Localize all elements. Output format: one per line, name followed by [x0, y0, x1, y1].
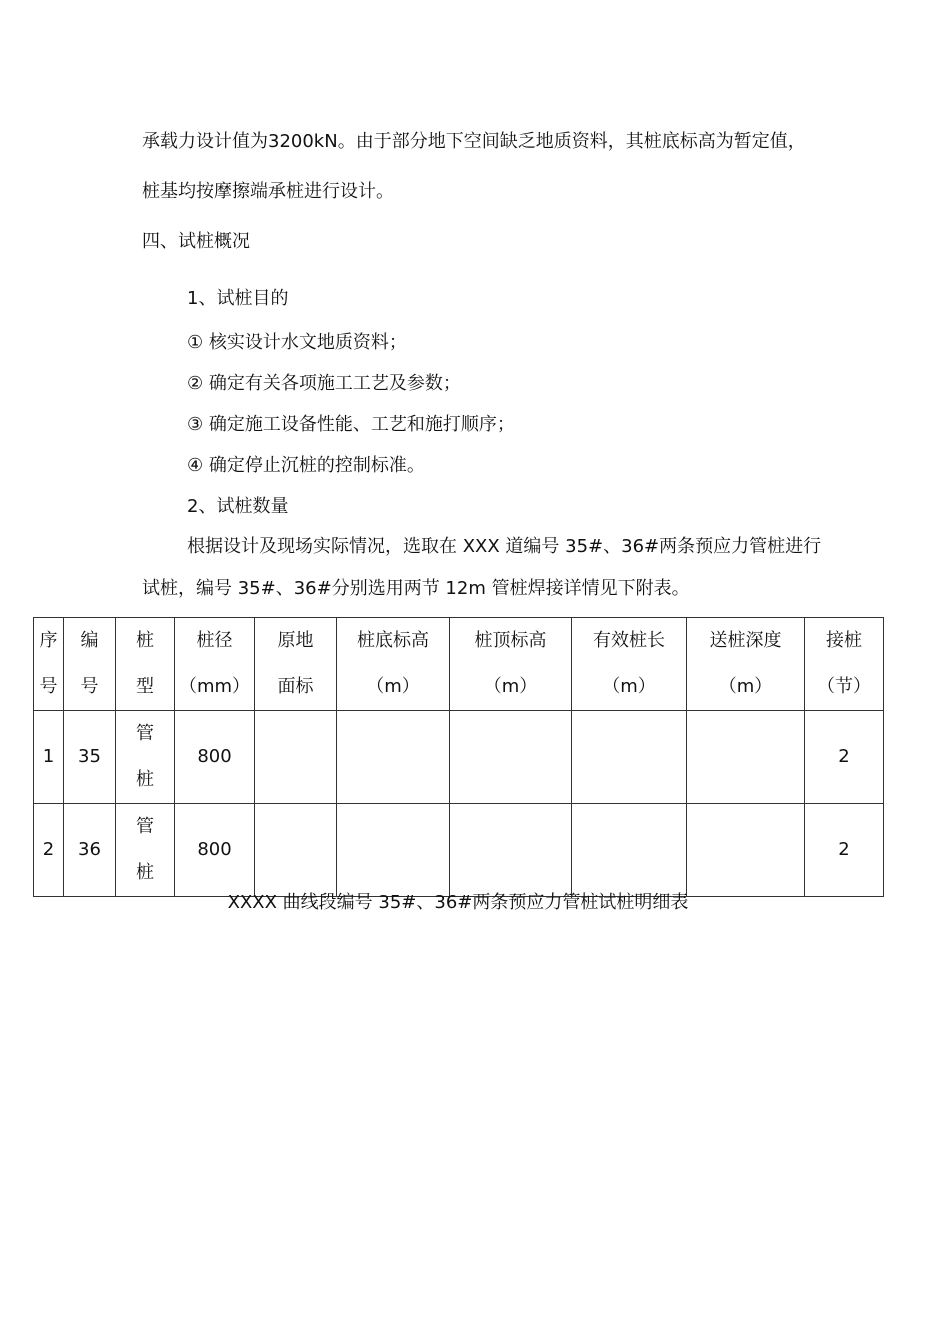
- cell-seq: 1: [34, 711, 64, 804]
- cell-bottom-elevation: [337, 804, 450, 897]
- header-cell: 桩径 （mm）: [175, 618, 255, 711]
- section-heading: 四、试桩概况: [142, 231, 250, 252]
- pile-detail-table: [33, 617, 884, 897]
- cell-joints: 2: [805, 711, 884, 804]
- cell-seq: 2: [34, 804, 64, 897]
- paragraph-line: 桩基均按摩擦端承桩进行设计。: [142, 181, 394, 202]
- cell-type: 管 桩: [116, 711, 175, 804]
- cell-number: 35: [64, 711, 116, 804]
- paragraph-line: 根据设计及现场实际情况，选取在 XXX 道编号 35#、36#两条预应力管桩进行: [187, 536, 822, 557]
- cell-ground-elevation: [255, 711, 337, 804]
- list-item: ④ 确定停止沉桩的控制标准。: [187, 455, 425, 476]
- table-header-row: [34, 618, 884, 711]
- table-row: [34, 711, 884, 804]
- header-cell: 接桩 （节）: [805, 618, 884, 711]
- subsection-heading: 2、试桩数量: [187, 496, 289, 517]
- header-cell: 有效桩长 （m）: [572, 618, 687, 711]
- header-cell: 编 号: [64, 618, 116, 711]
- cell-effective-length: [572, 711, 687, 804]
- cell-diameter: 800: [175, 804, 255, 897]
- header-cell: 序 号: [34, 618, 64, 711]
- paragraph-line: 试桩，编号 35#、36#分别选用两节 12m 管桩焊接详情见下附表。: [142, 578, 690, 599]
- header-cell: 桩底标高 （m）: [337, 618, 450, 711]
- cell-driving-depth: [687, 711, 805, 804]
- cell-diameter: 800: [175, 711, 255, 804]
- cell-top-elevation: [450, 711, 572, 804]
- cell-top-elevation: [450, 804, 572, 897]
- header-cell: 桩 型: [116, 618, 175, 711]
- table-caption: XXXX 曲线段编号 35#、36#两条预应力管桩试桩明细表: [227, 892, 689, 913]
- cell-bottom-elevation: [337, 711, 450, 804]
- table-row: [34, 804, 884, 897]
- cell-type: 管 桩: [116, 804, 175, 897]
- list-item: ③ 确定施工设备性能、工艺和施打顺序；: [187, 414, 515, 435]
- header-cell: 送桩深度 （m）: [687, 618, 805, 711]
- cell-effective-length: [572, 804, 687, 897]
- cell-number: 36: [64, 804, 116, 897]
- cell-joints: 2: [805, 804, 884, 897]
- paragraph-line: 承载力设计值为3200kN。由于部分地下空间缺乏地质资料，其桩底标高为暂定值，: [142, 131, 806, 152]
- list-item: ② 确定有关各项施工工艺及参数；: [187, 373, 461, 394]
- list-item: ① 核实设计水文地质资料；: [187, 332, 407, 353]
- cell-ground-elevation: [255, 804, 337, 897]
- header-cell: 原地 面标: [255, 618, 337, 711]
- subsection-heading: 1、试桩目的: [187, 288, 289, 309]
- cell-driving-depth: [687, 804, 805, 897]
- header-cell: 桩顶标高 （m）: [450, 618, 572, 711]
